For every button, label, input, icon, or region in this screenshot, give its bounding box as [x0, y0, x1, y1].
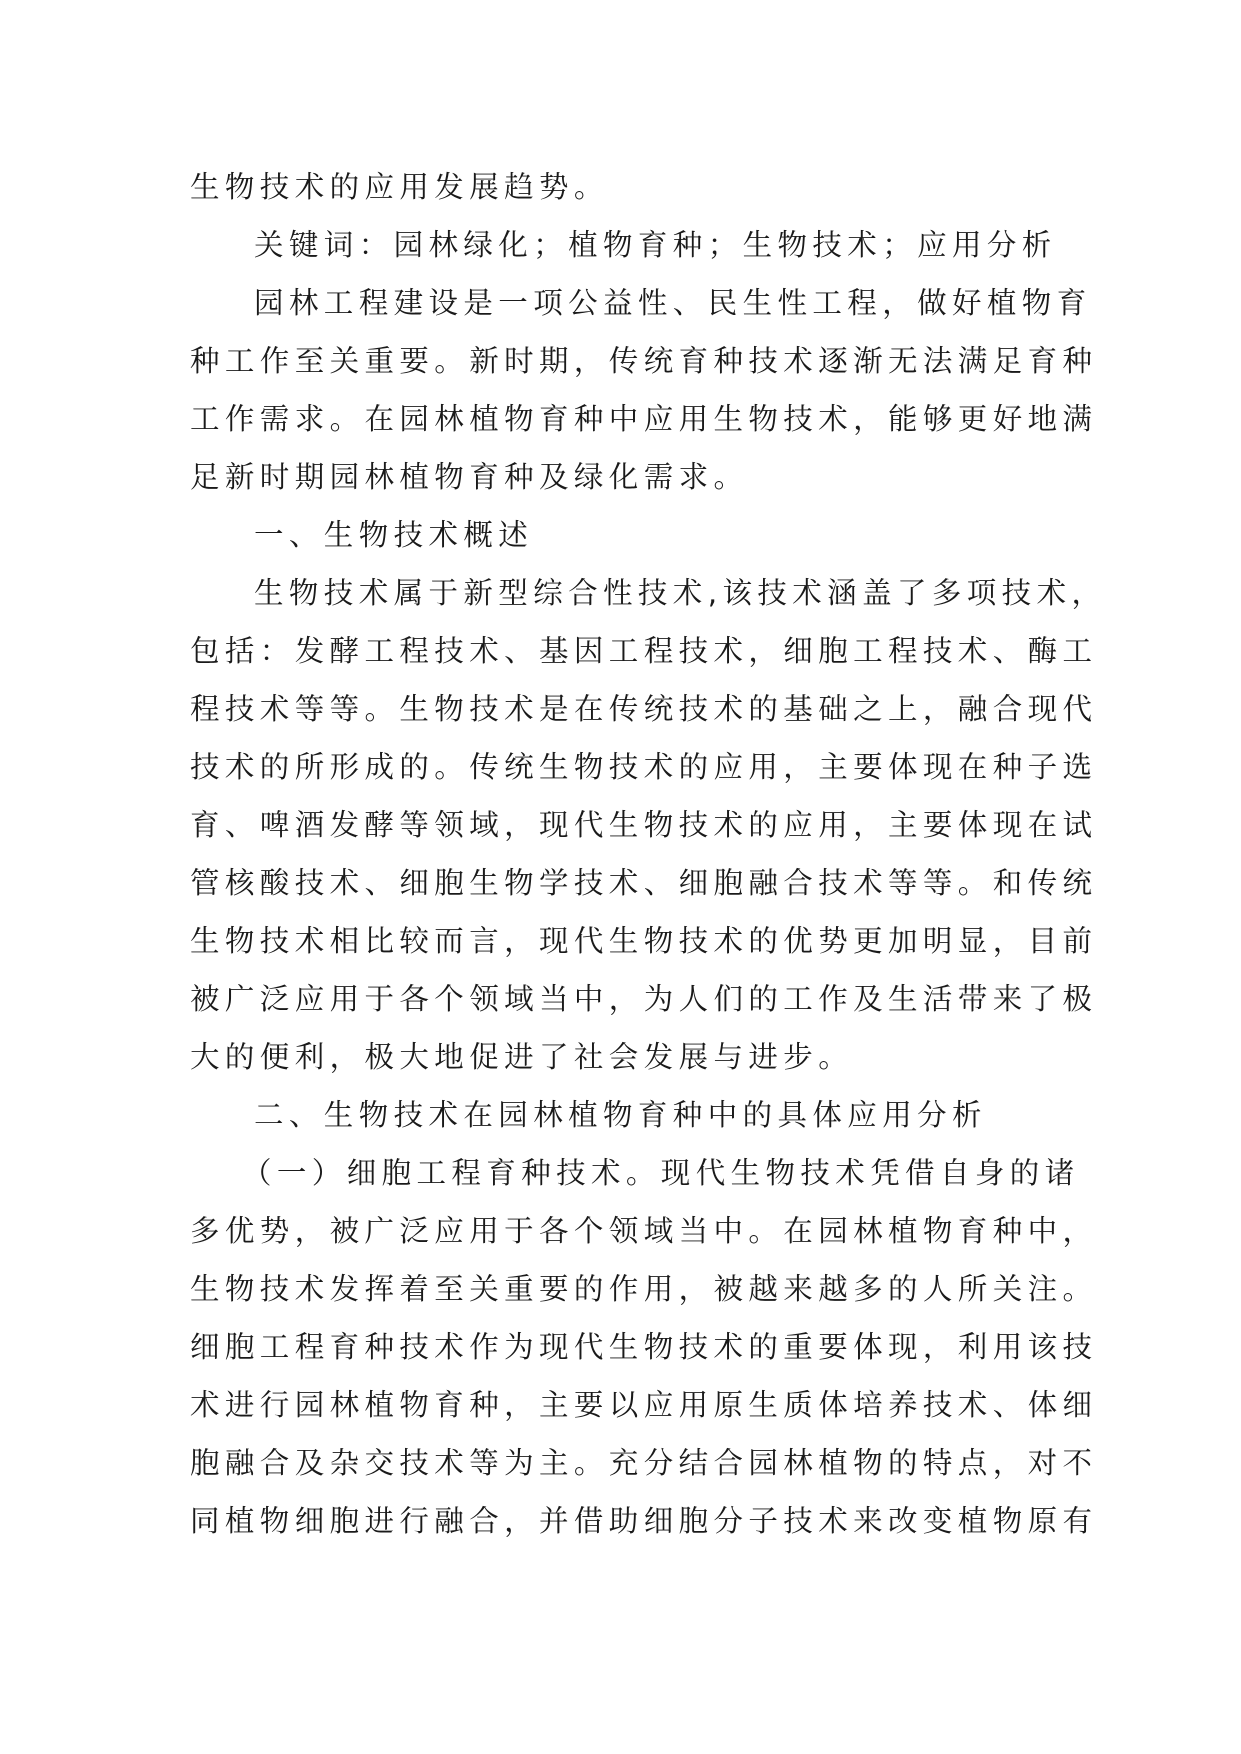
- paragraph-line: 多优势，被广泛应用于各个领域当中。在园林植物育种中，: [190, 1214, 1098, 1248]
- paragraph-line: 细胞工程育种技术作为现代生物技术的重要体现，利用该技: [190, 1330, 1098, 1364]
- paragraph-line: 足新时期园林植物育种及绿化需求。: [190, 460, 749, 494]
- paragraph-line: 工作需求。在园林植物育种中应用生物技术，能够更好地满: [190, 402, 1098, 436]
- paragraph-line: 育、啤酒发酵等领域，现代生物技术的应用，主要体现在试: [190, 808, 1098, 842]
- paragraph-line: 生物技术相比较而言，现代生物技术的优势更加明显，目前: [190, 924, 1098, 958]
- subsection-line: （一）细胞工程育种技术。现代生物技术凭借自身的诸: [242, 1156, 1080, 1190]
- paragraph-line: 被广泛应用于各个领域当中，为人们的工作及生活带来了极: [190, 982, 1098, 1016]
- paragraph-line: 技术的所形成的。传统生物技术的应用，主要体现在种子选: [190, 750, 1098, 784]
- paragraph-line: 包括：发酵工程技术、基因工程技术，细胞工程技术、酶工: [190, 634, 1098, 668]
- document-body: [190, 158, 1107, 1550]
- paragraph-line: 生物技术发挥着至关重要的作用，被越来越多的人所关注。: [190, 1272, 1098, 1306]
- paragraph-line: 同植物细胞进行融合，并借助细胞分子技术来改变植物原有: [190, 1504, 1098, 1538]
- keywords-line: 关键词：园林绿化；植物育种；生物技术；应用分析: [254, 228, 1057, 262]
- paragraph-line: 胞融合及杂交技术等为主。充分结合园林植物的特点，对不: [190, 1446, 1098, 1480]
- paragraph-line: 生物技术属于新型综合性技术,该技术涵盖了多项技术，: [254, 576, 1107, 610]
- paragraph-line: 术进行园林植物育种，主要以应用原生质体培养技术、体细: [190, 1388, 1098, 1422]
- paragraph-line: 生物技术的应用发展趋势。: [190, 170, 609, 204]
- section-heading: 一、生物技术概述: [254, 518, 534, 552]
- paragraph-line: 种工作至关重要。新时期，传统育种技术逐渐无法满足育种: [190, 344, 1098, 378]
- paragraph-line: 管核酸技术、细胞生物学技术、细胞融合技术等等。和传统: [190, 866, 1098, 900]
- paragraph-line: 大的便利，极大地促进了社会发展与进步。: [190, 1040, 854, 1074]
- paragraph-line: 程技术等等。生物技术是在传统技术的基础之上，融合现代: [190, 692, 1098, 726]
- section-heading: 二、生物技术在园林植物育种中的具体应用分析: [254, 1098, 987, 1132]
- paragraph-line: 园林工程建设是一项公益性、民生性工程，做好植物育: [254, 286, 1092, 320]
